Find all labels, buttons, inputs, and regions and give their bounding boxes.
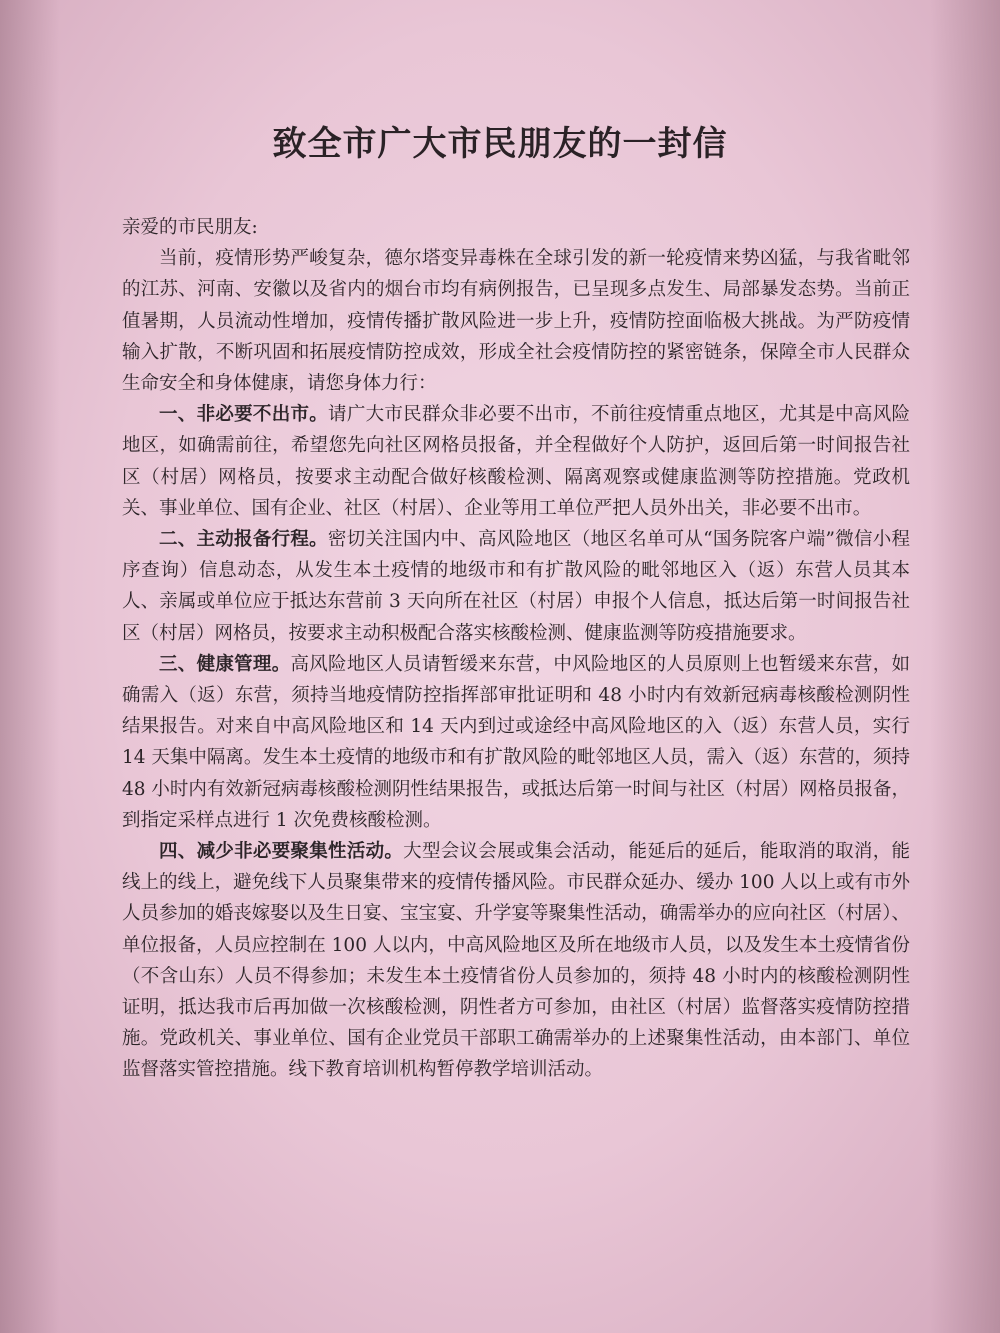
section-4 [122, 836, 910, 1086]
letter-greeting: 亲爱的市民朋友: [122, 217, 258, 238]
letter-title: 致全市广大市民朋友的一封信 [272, 124, 728, 164]
intro-paragraph: 当前，疫情形势严峻复杂，德尔塔变异毒株在全球引发的新一轮疫情来势凶猛，与我省毗邻的江苏、河南、安徽以及省内的烟台市均有病例报告，已呈现多点发生、局部暴发态势。当前正值暑期，人员流动性增加，疫情传播扩散风险进一步上升，疫情防控面临极大挑战。为严防疫情输入扩散，不断巩固和拓展疫情防控成效，形成全社会疫情防控的紧密链条，保障全市人民群众生命安全和身体健康，请您身体力行： [122, 248, 910, 395]
section-3-heading: 三、健康管理。 [159, 653, 291, 675]
section-2-text: 密切关注国内中、高风险地区（地区名单可从“国务院客户端”微信小程序查询）信息动态，从发生本土疫情的地级市和有扩散风险的毗邻地区入（返）东营人员其本人、亲属或单位应于抵达东营前 3 天向所在社区（村居）申报个人信息，抵达后第一时间报告社区（村居）网格员，按要求主动积极配合落实核酸检测、健康监测等防疫措施要求。 [122, 529, 910, 644]
section-1 [122, 399, 910, 524]
section-4-heading: 四、减少非必要聚集性活动。 [159, 841, 404, 863]
section-4-text: 大型会议会展或集会活动，能延后的延后，能取消的取消，能线上的线上，避免线下人员聚集带来的疫情传播风险。市民群众延办、缓办 100 人以上或有市外人员参加的婚丧嫁娶以及生日宴、宝宝宴、升学宴等聚集性活动，确需举办的应向社区（村居）、单位报备，人员应控制在 100 人以内，中高风险地区及所在地级市人员，以及发生本土疫情省份（不含山东）人员不得参加；未发生本土疫情省份人员参加的，须持 48 小时内的核酸检测阴性证明，抵达我市后再加做一次核酸检测，阴性者方可参加，由社区（村居）监督落实疫情防控措施。党政机关、事业单位、国有企业党员干部职工确需举办的上述聚集性活动，由本部门、单位监督落实管控措施。线下教育培训机构暂停教学培训活动。 [122, 841, 910, 1081]
letter-body [122, 212, 910, 1086]
section-2-heading: 二、主动报备行程。 [159, 529, 328, 551]
section-1-text: 请广大市民群众非必要不出市，不前往疫情重点地区，尤其是中高风险地区，如确需前往，希望您先向社区网格员报备，并全程做好个人防护，返回后第一时间报告社区（村居）网格员，按要求主动配合做好核酸检测、隔离观察或健康监测等防控措施。党政机关、事业单位、国有企业、社区（村居）、企业等用工单位严把人员外出关，非必要不出市。 [122, 404, 910, 519]
section-3-text: 高风险地区人员请暂缓来东营，中风险地区的人员原则上也暂缓来东营，如确需入（返）东营，须持当地疫情防控指挥部审批证明和 48 小时内有效新冠病毒核酸检测阴性结果报告。对来自中高风险地区和 14 天内到过或途经中高风险地区的入（返）东营人员，实行 14 天集中隔离。发生本土疫情的地级市和有扩散风险的毗邻地区人员，需入（返）东营的，须持 48 小时内有效新冠病毒核酸检测阴性结果报告，或抵达后第一时间与社区（村居）网格员报备，到指定采样点进行 1 次免费核酸检测。 [122, 653, 910, 831]
letter-sheet [18, 0, 982, 1333]
section-3 [122, 649, 910, 836]
section-2 [122, 524, 910, 649]
section-1-heading: 一、非必要不出市。 [159, 404, 329, 426]
